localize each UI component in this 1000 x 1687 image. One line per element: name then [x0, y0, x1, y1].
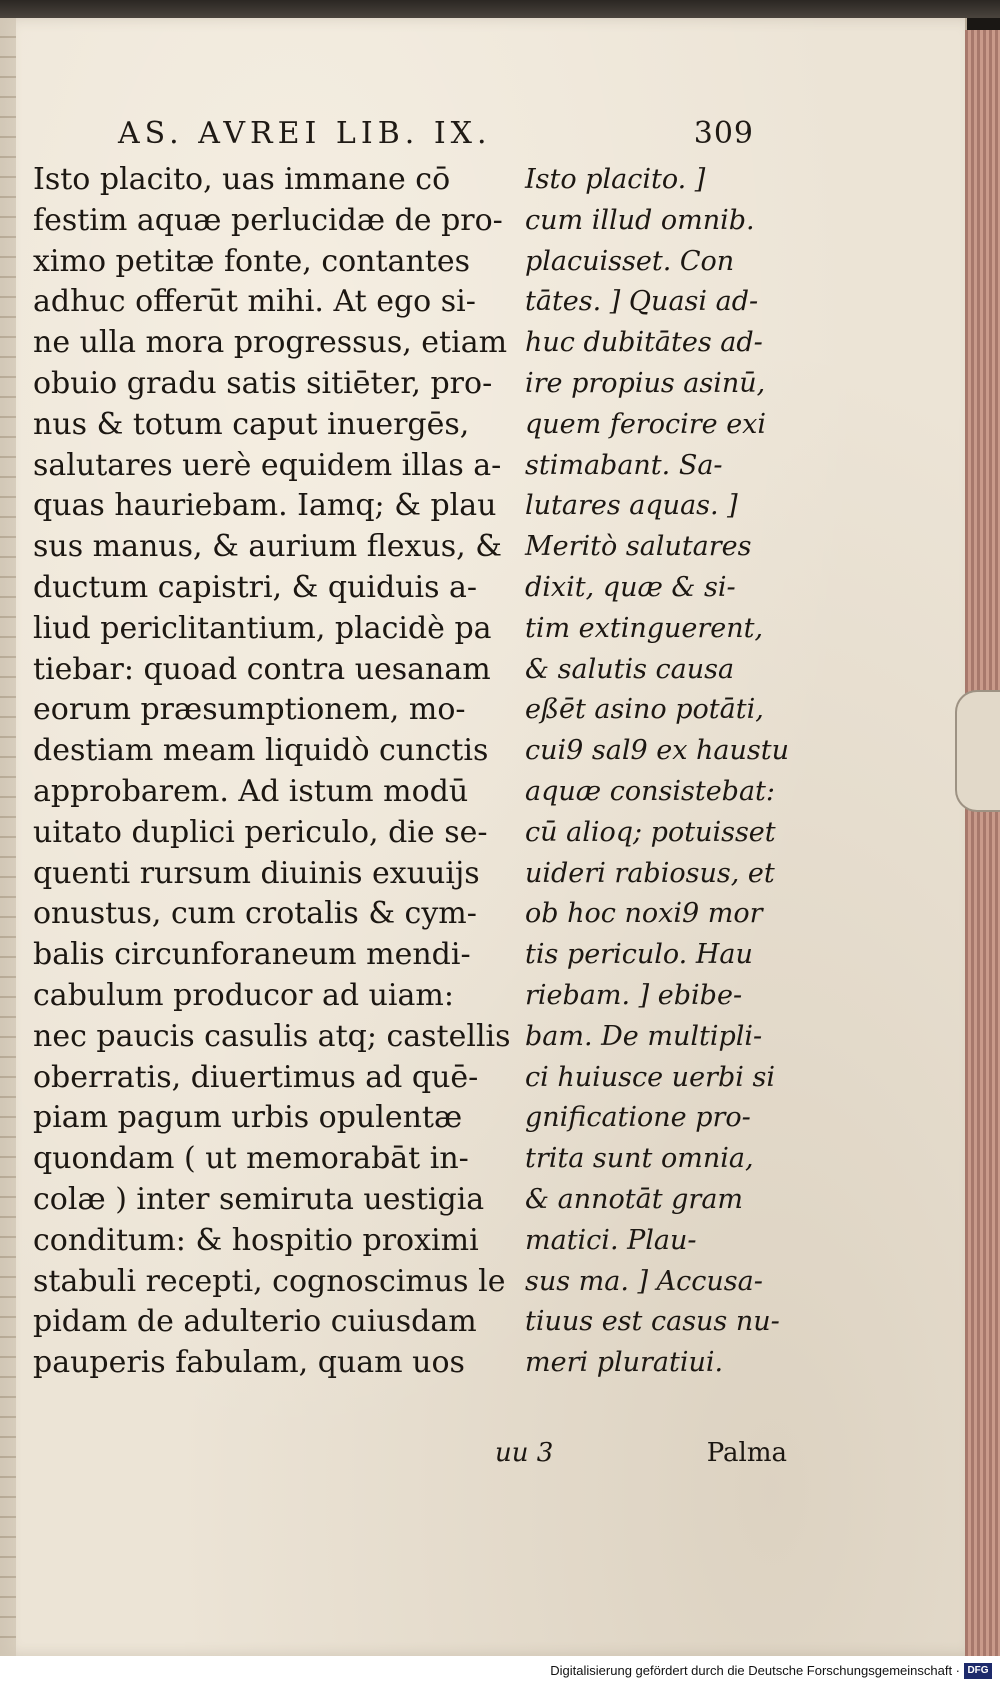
gloss-line: tiuus est casus nu- — [525, 1306, 780, 1338]
main-text-line: adhuc offerūt mihi. At ego si- — [33, 284, 476, 320]
book-clasp — [955, 690, 1000, 812]
gloss-line: huc dubitātes ad- — [525, 327, 763, 359]
gloss-line: & annotāt gram — [525, 1183, 744, 1215]
gloss-line: placuisset. Con — [525, 245, 735, 277]
scan-top-edge — [0, 0, 1000, 18]
page-edges — [965, 30, 1000, 1656]
main-text-line: conditum: & hospitio proximi — [33, 1222, 479, 1258]
main-text-line: destiam meam liquidò cunctis — [33, 733, 489, 769]
gloss-line: cū alioq; potuisset — [525, 816, 776, 848]
main-text-line: quas hauriebam. Iamq; & plau — [33, 488, 497, 524]
main-text-line: onustus, cum crotalis & cym- — [33, 896, 477, 932]
main-text-line: nus & totum caput inuergēs, — [33, 406, 470, 442]
main-text-line: uitato duplici periculo, die se- — [33, 814, 488, 850]
page-footer — [495, 1438, 795, 1478]
gloss-line: Isto placito. ] — [525, 164, 706, 195]
gloss-line: & salutis causa — [525, 653, 735, 685]
gloss-line: quem ferocire exi — [525, 408, 767, 440]
main-text-line: pidam de adulterio cuiusdam — [33, 1304, 477, 1340]
gloss-line: meri pluratiui. — [525, 1347, 724, 1379]
gloss-line: tim extinguerent, — [525, 612, 764, 644]
marginal-gloss-column — [525, 160, 793, 1384]
catchword: Palma — [706, 1438, 787, 1468]
running-title: AS. AVREI LIB. IX. — [118, 116, 492, 151]
gloss-line: eßēt asino potāti, — [525, 694, 764, 726]
main-text-line: nec paucis casulis atq; castellis — [33, 1018, 511, 1054]
main-text-line: sus manus, & aurium flexus, & — [33, 529, 502, 565]
gloss-line: gnificatione pro- — [525, 1102, 751, 1134]
main-text-line: cabulum producor ad uiam: — [33, 977, 454, 1013]
main-text-line: quenti rursum diuinis exuuijs — [33, 855, 480, 891]
gloss-line: trita sunt omnia, — [525, 1143, 754, 1175]
dfg-logo-icon: DFG — [964, 1663, 992, 1679]
credit-text: Digitalisierung gefördert durch die Deutsche Forschungsgemeinschaft · — [550, 1663, 960, 1678]
gloss-line: cum illud omnib. — [525, 204, 755, 236]
main-text-line: Isto placito, uas immane cō — [33, 162, 451, 197]
main-text-line: ductum capistri, & quiduis a- — [33, 569, 478, 605]
gloss-line: stimabant. Sa- — [525, 449, 723, 481]
gloss-line: uideri rabiosus, et — [525, 857, 775, 889]
gloss-line: ire propius asinū, — [525, 367, 766, 399]
book-page — [0, 18, 967, 1656]
main-text-line: quondam ( ut memorabāt in- — [33, 1141, 469, 1177]
gloss-line: ob hoc noxi9 mor — [525, 898, 763, 930]
gloss-line: bam. De multipli- — [525, 1020, 763, 1052]
gloss-line: sus ma. ] Accusa- — [525, 1265, 763, 1297]
gloss-line: cui9 sal9 ex haustu — [525, 735, 790, 767]
main-text-line: salutares uerè equidem illas a- — [33, 447, 502, 483]
main-text-line: piam pagum urbis opulentæ — [33, 1100, 463, 1136]
main-text-line: pauperis fabulam, quam uos — [33, 1345, 465, 1381]
main-text-line: eorum præsumptionem, mo- — [33, 692, 466, 728]
main-text-line: approbarem. Ad istum modū — [33, 773, 469, 809]
main-text-line: ximo petitæ fonte, contantes — [33, 243, 470, 279]
page-number: 309 — [693, 116, 754, 151]
main-text-line: tiebar: quoad contra uesanam — [33, 651, 491, 687]
main-text-line: balis circunforaneum mendi- — [33, 937, 471, 973]
gloss-line: matici. Plau- — [525, 1224, 697, 1256]
gloss-line: Meritò salutares — [525, 531, 752, 563]
main-text-line: stabuli recepti, cognoscimus le — [33, 1263, 506, 1299]
gloss-line: tātes. ] Quasi ad- — [525, 286, 759, 318]
gloss-line: dixit, quæ & si- — [525, 571, 736, 603]
main-text-line: obuio gradu satis sitiēter, pro- — [33, 365, 493, 401]
main-text-line: ne ulla mora progressus, etiam — [33, 325, 508, 361]
page-gutter — [0, 18, 16, 1656]
main-text-line: festim aquæ perlucidæ de pro- — [33, 202, 503, 238]
credit-bar — [0, 1656, 1000, 1687]
gloss-line: tis periculo. Hau — [525, 939, 753, 971]
signature-mark: uu 3 — [495, 1438, 554, 1468]
gloss-line: riebam. ] ebibe- — [525, 979, 743, 1011]
main-text-line: colæ ) inter semiruta uestigia — [33, 1181, 485, 1217]
gloss-line: aquæ consistebat: — [525, 775, 776, 807]
main-text-column — [33, 160, 513, 1384]
main-text-line: oberratis, diuertimus ad quē- — [33, 1059, 479, 1095]
gloss-line: ci huiusce uerbi si — [525, 1061, 775, 1093]
running-header — [118, 116, 778, 156]
gloss-line: lutares aquas. ] — [525, 490, 738, 522]
main-text-line: liud periclitantium, placidè pa — [33, 610, 492, 646]
